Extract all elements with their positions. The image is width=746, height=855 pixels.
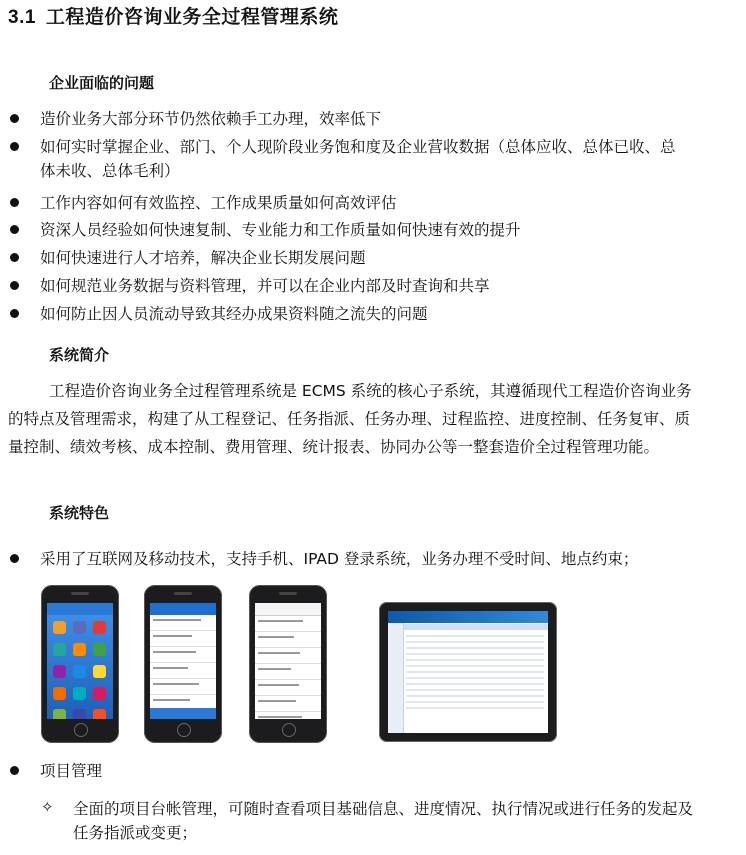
table-row: [406, 683, 544, 685]
table-row: [406, 659, 544, 661]
app-icon: [93, 665, 106, 678]
sub-feature-ledger: 全面的项目台帐管理，可随时查看项目基础信息、进度情况、执行情况或进行任务的发起及任务指派或变更；: [73, 800, 694, 842]
intro-paragraph: 工程造价咨询业务全过程管理系统是 ECMS 系统的核心子系统，其遵循现代工程造价咨询业务的特点及管理需求，构建了从工程登记、任务指派、任务办理、过程监控、进度控制、任务复审、质量控制、绩效考核、成本控制、费用管理、统计报表、协同办公等一整套造价全过程管理功能。: [8, 382, 692, 456]
app-icon: [53, 665, 66, 678]
problem-item: 工作内容如何有效监控、工作成果质量如何高效评估: [40, 194, 397, 212]
app-icon: [53, 643, 66, 656]
tablet-image: [379, 602, 557, 742]
app-icon: [93, 687, 106, 700]
app-icon: [93, 621, 106, 634]
bullet-icon: [10, 554, 19, 563]
bullet-icon: [10, 253, 19, 262]
problem-item: 如何规范业务数据与资料管理，并可以在企业内部及时查询和共享: [40, 277, 490, 295]
phone-home-button: [177, 723, 191, 737]
app-header-bar: [255, 603, 321, 616]
phone-camera: [279, 592, 297, 595]
phone-home-button: [74, 723, 88, 737]
table-row: [406, 677, 544, 679]
problem-item: 如何快速进行人才培养，解决企业长期发展问题: [40, 249, 366, 267]
list-row: [150, 679, 216, 695]
features-heading: 系统特色: [49, 504, 110, 522]
app-icon: [53, 709, 66, 719]
phone-screen: [150, 603, 216, 719]
list-row: [255, 648, 321, 664]
app-icon-grid: [47, 615, 113, 719]
list-row: [255, 616, 321, 632]
bullet-icon: [10, 225, 19, 234]
app-icon: [73, 643, 86, 656]
app-icon: [73, 665, 86, 678]
list-row: [150, 615, 216, 631]
problem-item: 造价业务大部分环节仍然依赖手工办理，效率低下: [40, 110, 382, 128]
phone-screen: [47, 603, 113, 719]
table-row: [406, 671, 544, 673]
list-row: [150, 663, 216, 679]
phone-home-button: [282, 723, 296, 737]
list-row: [255, 680, 321, 696]
list-row: [255, 664, 321, 680]
table-row: [406, 635, 544, 637]
phone-camera: [174, 592, 192, 595]
problem-item: 资深人员经验如何快速复制、专业能力和工作质量如何快速有效的提升: [40, 221, 521, 239]
tablet-screen: [388, 611, 548, 733]
section-number: 3.1: [8, 7, 36, 28]
table-row: [406, 695, 544, 697]
table-row: [406, 647, 544, 649]
tablet-toolbar: [404, 624, 548, 630]
list-row: [255, 632, 321, 648]
bullet-icon: [10, 198, 19, 207]
app-header-bar: [47, 603, 113, 615]
app-icon: [73, 621, 86, 634]
app-tab-bar: [150, 708, 216, 719]
table-row: [406, 707, 544, 709]
app-header-bar: [150, 603, 216, 615]
list-row: [255, 696, 321, 712]
bullet-icon: [10, 309, 19, 318]
table-row: [406, 641, 544, 643]
app-icon: [93, 709, 106, 719]
feature-mobile: 采用了互联网及移动技术，支持手机、IPAD 登录系统，业务办理不受时间、地点约束；: [40, 550, 639, 568]
bullet-icon: [10, 281, 19, 290]
table-row: [406, 653, 544, 655]
phone-image: [144, 585, 222, 743]
app-icon: [93, 643, 106, 656]
list-row: [255, 712, 321, 719]
bullet-icon: [10, 766, 19, 775]
app-icon: [73, 709, 86, 719]
diamond-bullet-icon: ✧: [41, 798, 54, 816]
table-row: [406, 701, 544, 703]
list-row: [150, 631, 216, 647]
feature-project: 项目管理: [40, 762, 103, 780]
bullet-icon: [10, 142, 19, 151]
section-title-text: 工程造价咨询业务全过程管理系统: [45, 6, 339, 28]
app-icon: [53, 621, 66, 634]
phone-screen: [255, 603, 321, 719]
problem-item: 如何防止因人员流动导致其经办成果资料随之流失的问题: [40, 305, 428, 323]
intro-heading: 系统简介: [49, 346, 110, 364]
tablet-header-bar: [388, 611, 548, 623]
phone-camera: [71, 592, 89, 595]
list-row: [150, 647, 216, 663]
tablet-sidebar: [388, 623, 404, 733]
problems-heading: 企业面临的问题: [49, 74, 155, 92]
app-icon: [53, 687, 66, 700]
section-title: [8, 2, 338, 29]
phone-image: [41, 585, 119, 743]
phone-image: [249, 585, 327, 743]
table-row: [406, 689, 544, 691]
app-icon: [73, 687, 86, 700]
bullet-icon: [10, 114, 19, 123]
table-row: [406, 665, 544, 667]
problem-item: 如何实时掌握企业、部门、个人现阶段业务饱和度及企业营收数据（总体应收、总体已收、总体未收、总体毛利）: [40, 138, 676, 180]
